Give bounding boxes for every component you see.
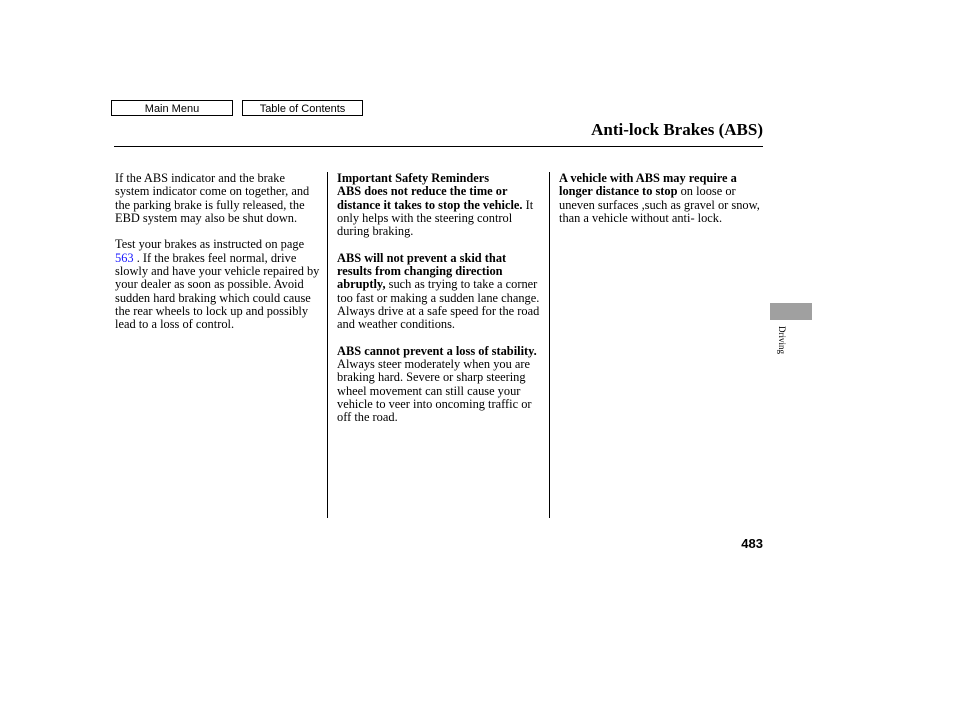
main-menu-button[interactable] <box>111 100 233 116</box>
page-title: Anti-lock Brakes (ABS) <box>591 120 763 139</box>
column-divider <box>327 172 328 518</box>
paragraph <box>559 172 765 225</box>
paragraph <box>337 252 543 332</box>
table-of-contents-label: Table of Contents <box>259 103 346 115</box>
emphasis-text: ABS cannot prevent a loss of stability. <box>337 343 537 358</box>
paragraph-text: Test your brakes as instructed on page <box>115 237 305 252</box>
column-left <box>115 172 321 345</box>
paragraph-text: on loose or uneven surfaces ,such as gravel or snow, than a vehicle without anti- lock. <box>559 184 760 225</box>
page-number: 483 <box>741 536 763 551</box>
section-tab-marker <box>770 303 812 320</box>
paragraph-text: Always steer moderately when you are braking hard. Severe or sharp steering wheel movement can still cause your vehicle to veer into oncoming traffic or off the road. <box>337 357 532 425</box>
emphasis-text: A vehicle with ABS may require a longer distance to stop <box>559 171 737 199</box>
column-divider <box>549 172 550 518</box>
table-of-contents-button[interactable] <box>242 100 363 116</box>
section-label: Driving <box>777 326 787 354</box>
column-middle <box>337 172 543 438</box>
paragraph <box>337 172 543 238</box>
column-right <box>559 172 765 238</box>
main-menu-label: Main Menu <box>144 103 200 115</box>
page-reference-link[interactable]: 563 <box>115 250 134 265</box>
paragraph <box>337 345 543 425</box>
paragraph: If the ABS indicator and the brake system indicator come on together, and the parking brake is fully released, the EBD system may also be shut down. <box>115 171 310 225</box>
emphasis-text: ABS does not reduce the time or distance it takes to stop the vehicle. <box>337 184 523 212</box>
paragraph-text: such as trying to take a corner too fast or making a sudden lane change. Always drive at a safe speed for the road and weather conditions. <box>337 277 540 332</box>
emphasis-text: ABS will not prevent a skid that results from changing direction abruptly, <box>337 250 507 292</box>
title-rule <box>114 146 763 147</box>
section-heading: Important Safety Reminders <box>337 171 490 185</box>
paragraph-text: . If the brakes feel normal, drive slowly and have your vehicle repaired by your dealer as soon as possible. Avoid sudden hard braking which could cause the rear wheels to lock up and possibly lead to a loss of control. <box>115 250 320 332</box>
paragraph-text: It only helps with the steering control during braking. <box>337 197 534 239</box>
paragraph <box>115 238 321 331</box>
